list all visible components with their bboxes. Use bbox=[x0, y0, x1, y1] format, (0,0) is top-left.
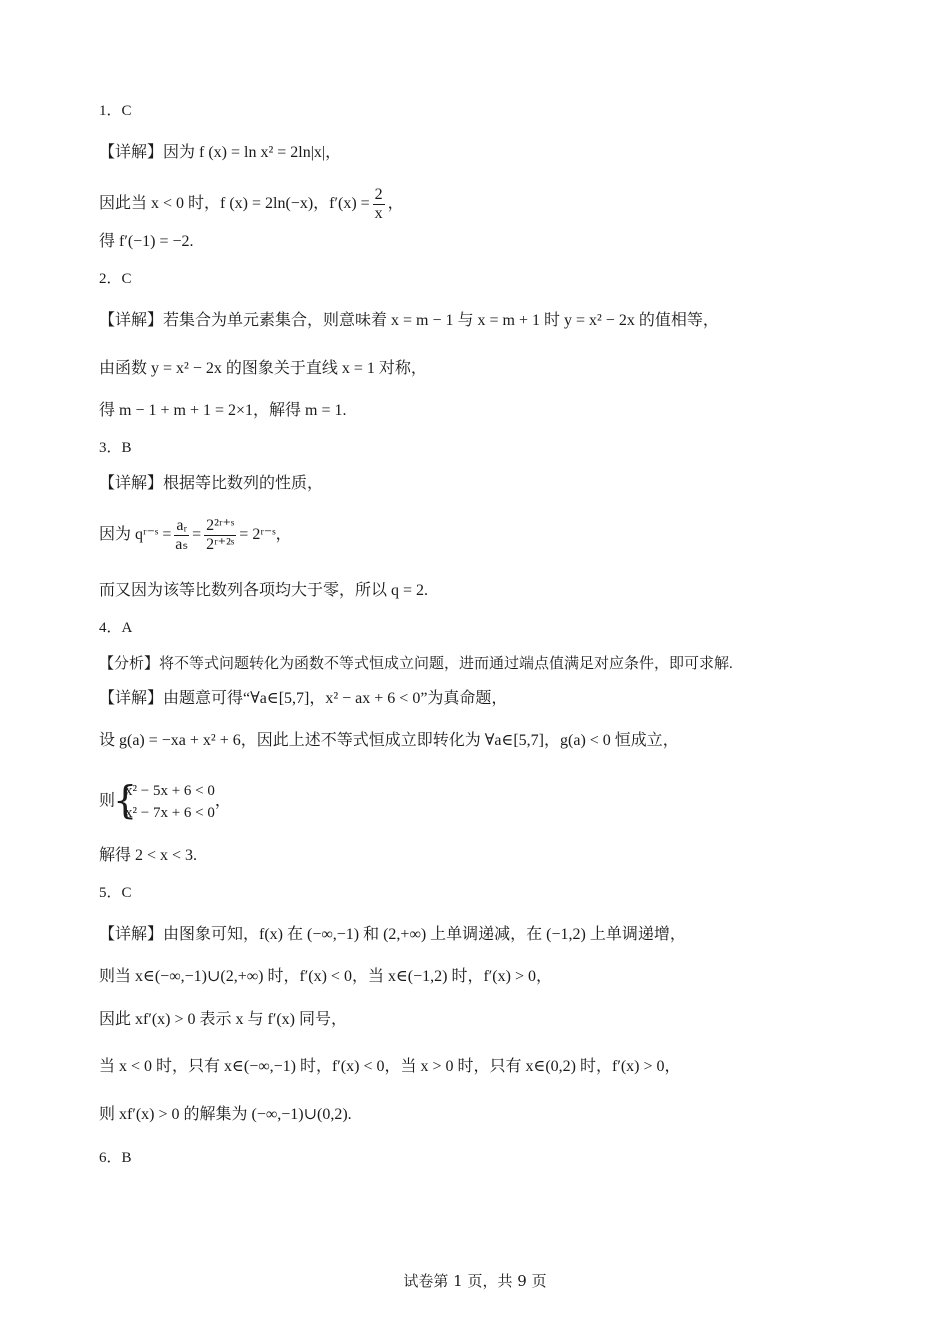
q3-fraction-2 bbox=[204, 517, 236, 554]
q4-system-prefix: 则 bbox=[99, 792, 116, 810]
q2-line3: 得 m − 1 + m + 1 = 2×1，解得 m = 1. bbox=[99, 402, 347, 419]
q2-answer: 2．C bbox=[99, 271, 132, 287]
q5-answer: 5．C bbox=[99, 885, 132, 901]
q4-system-row-2: x² − 7x + 6 < 0 bbox=[125, 805, 215, 821]
q3-answer: 3．B bbox=[99, 440, 132, 456]
q3-fraction-1 bbox=[174, 517, 189, 554]
left-brace-icon: { bbox=[113, 778, 138, 822]
q6-answer: 6．B bbox=[99, 1150, 132, 1166]
q4-inequality-system bbox=[115, 780, 215, 824]
q5-line3: 因此 xf′(x) > 0 表示 x 与 f′(x) 同号， bbox=[99, 1011, 347, 1028]
q1-answer: 1．C bbox=[99, 103, 132, 119]
q1-line2 bbox=[99, 186, 404, 223]
q3-line2-text: 因为 qʳ⁻ˢ = bbox=[99, 526, 172, 544]
q1-line2-text: 因此当 x < 0 时，f (x) = 2ln(−x)，f′(x) = bbox=[99, 195, 370, 213]
q3-fraction-2-denominator: 2ʳ⁺²ˢ bbox=[206, 536, 235, 553]
q4-line2: 【详解】由题意可得“∀a∈[5,7]，x² − ax + 6 < 0”为真命题， bbox=[99, 690, 508, 707]
q3-line2 bbox=[99, 517, 292, 554]
q5-line5: 则 xf′(x) > 0 的解集为 (−∞,−1)∪(0,2). bbox=[99, 1106, 352, 1123]
q3-line3: 而又因为该等比数列各项均大于零，所以 q = 2. bbox=[99, 582, 429, 599]
q3-fraction-2-numerator: 2²ʳ⁺ˢ bbox=[206, 517, 235, 534]
q4-answer: 4．A bbox=[99, 620, 133, 636]
q3-line1: 【详解】根据等比数列的性质， bbox=[99, 475, 324, 492]
q1-fraction-denominator: x bbox=[374, 205, 383, 222]
q4-line5: 解得 2 < x < 3. bbox=[99, 847, 198, 864]
q2-line1: 【详解】若集合为单元素集合，则意味着 x = m − 1 与 x = m + 1 时 y = x² − 2x 的值相等， bbox=[99, 312, 719, 329]
q1-line1: 【详解】因为 f (x) = ln x² = 2ln|x|， bbox=[99, 144, 342, 161]
q4-system-row-1: x² − 5x + 6 < 0 bbox=[125, 783, 215, 799]
q3-fraction-1-denominator: aₛ bbox=[175, 536, 189, 553]
q4-line3: 设 g(a) = −xa + x² + 6，因此上述不等式恒成立即转化为 ∀a∈[5,7]，g(a) < 0 恒成立， bbox=[99, 732, 679, 749]
q4-line4 bbox=[99, 780, 231, 824]
q2-line2: 由函数 y = x² − 2x 的图象关于直线 x = 1 对称， bbox=[99, 360, 427, 377]
q1-line2-suffix: ， bbox=[387, 195, 404, 213]
q1-fraction-numerator: 2 bbox=[374, 186, 383, 203]
q1-fraction bbox=[373, 186, 385, 223]
q5-line4: 当 x < 0 时，只有 x∈(−∞,−1) 时，f′(x) < 0，当 x > 0 时，只有 x∈(0,2) 时，f′(x) > 0， bbox=[99, 1058, 681, 1075]
q3-equals: = bbox=[192, 526, 202, 544]
q3-line2-suffix: = 2ʳ⁻ˢ， bbox=[239, 526, 292, 544]
page-footer: 试卷第 1 页，共 9 页 bbox=[403, 1272, 547, 1290]
q4-analysis: 【分析】将不等式问题转化为函数不等式恒成立问题，进而通过端点值满足对应条件，即可求解. bbox=[99, 656, 733, 672]
q3-fraction-1-numerator: aᵣ bbox=[176, 517, 188, 534]
q5-line2: 则当 x∈(−∞,−1)∪(2,+∞) 时，f′(x) < 0，当 x∈(−1,2) 时，f′(x) > 0， bbox=[99, 968, 552, 985]
q1-line3: 得 f′(−1) = −2. bbox=[99, 233, 194, 250]
q5-line1: 【详解】由图象可知，f(x) 在 (−∞,−1) 和 (2,+∞) 上单调递减，在 (−1,2) 上单调递增， bbox=[99, 926, 686, 943]
q4-system-suffix: ， bbox=[214, 792, 231, 810]
